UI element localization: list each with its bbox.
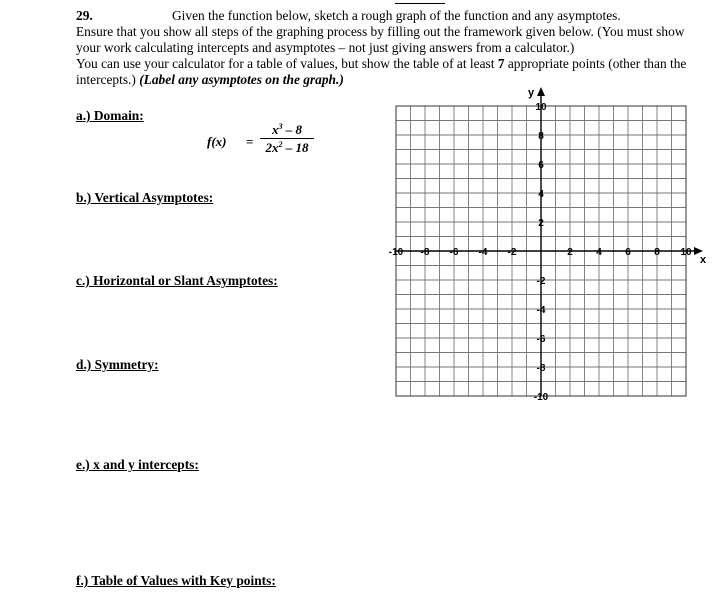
y-tick-label: 10 <box>535 102 547 113</box>
formula-denominator: $2x^2 - 18$ <box>265 140 309 155</box>
problem-line-3-pre: You can use your calculator for a table of values, but show the table of at least <box>76 56 498 71</box>
x-tick-label: 10 <box>680 247 692 258</box>
y-tick-label: -10 <box>533 392 549 403</box>
y-tick-label: -2 <box>536 276 546 287</box>
problem-number: 29. <box>76 8 93 23</box>
formula-numerator: $x^3 - 8$ <box>272 122 302 137</box>
y-tick-label: -6 <box>536 334 546 345</box>
x-tick-label: 2 <box>567 247 573 258</box>
section-horizontal-asymptotes: c.) Horizontal or Slant Asymptotes: <box>76 273 278 288</box>
formula-equals: = <box>246 134 254 149</box>
section-symmetry: d.) Symmetry: <box>76 357 159 372</box>
formula-lhs: f(x) <box>207 134 227 149</box>
section-vertical-asymptotes: b.) Vertical Asymptotes: <box>76 190 214 205</box>
x-tick-label: -10 <box>388 247 404 258</box>
y-tick-label: -8 <box>536 363 546 374</box>
y-tick-label: 8 <box>538 131 544 142</box>
x-tick-label: 8 <box>654 247 660 258</box>
x-tick-label: -2 <box>507 247 517 258</box>
problem-label-note: (Label any asymptotes on the graph.) <box>139 72 344 87</box>
y-tick-label: 2 <box>538 218 544 229</box>
y-tick-label: -4 <box>536 305 546 316</box>
x-tick-label: 6 <box>625 247 631 258</box>
x-axis-label: x <box>699 254 707 266</box>
section-domain: a.) Domain: <box>76 108 144 123</box>
problem-line-3-post: appropriate points (other than the intercepts.) <box>76 56 687 87</box>
problem-line-1: Given the function below, sketch a rough graph of the function and any asymptotes. <box>172 8 621 23</box>
y-axis-label: y <box>527 87 535 99</box>
section-intercepts: e.) x and y intercepts: <box>76 457 199 472</box>
problem-point-count: 7 <box>497 56 505 71</box>
section-table-of-values: f.) Table of Values with Key points: <box>76 573 276 588</box>
y-axis-arrow-icon <box>537 87 545 96</box>
x-tick-label: 4 <box>596 247 602 258</box>
y-tick-label: 4 <box>538 189 544 200</box>
x-tick-label: -8 <box>420 247 430 258</box>
x-tick-label: -4 <box>478 247 488 258</box>
x-tick-label: -6 <box>449 247 459 258</box>
problem-line-2: Ensure that you show all steps of the graphing process by filling out the framework given below. (You must show your work calculating intercepts and asymptotes – not just giving answers from a calculator.) <box>76 24 685 55</box>
y-tick-label: 6 <box>538 160 544 171</box>
